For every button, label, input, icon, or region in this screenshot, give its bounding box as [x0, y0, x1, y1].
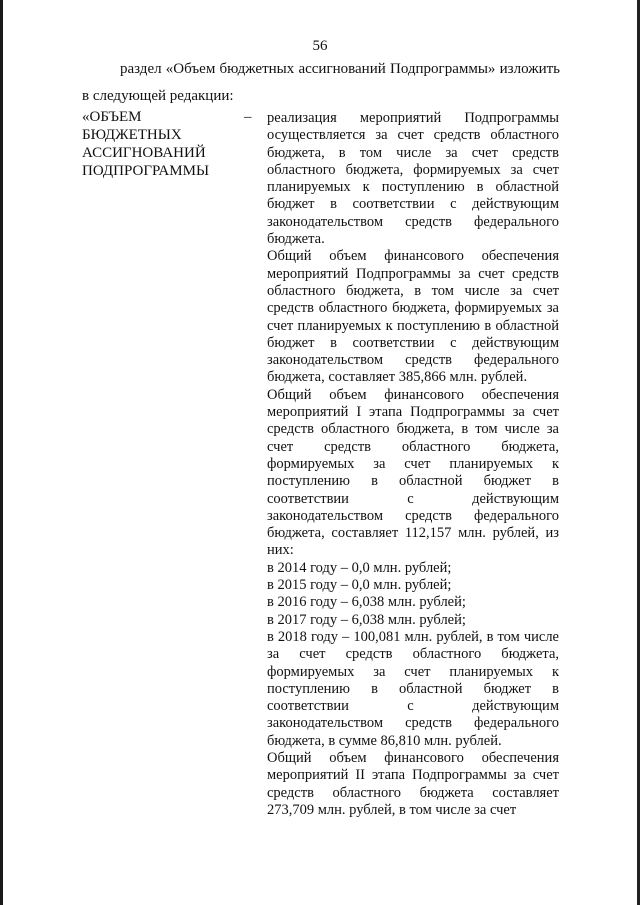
- year-item-2014: в 2014 году – 0,0 млн. рублей;: [267, 559, 452, 576]
- section-title-line: «ОБЪЕМ: [82, 109, 142, 125]
- paragraph-2018: в 2018 году – 100,081 млн. рублей, в том числе за счет средств областного бюджета, формируемых за счет планируемых к поступлению в областной бюджет в соответствии с действующим законодательством средств федерального бюджета, в сумме 86,810 млн. рублей.: [267, 628, 559, 749]
- page-left-edge: [0, 0, 3, 905]
- title-dash: –: [244, 109, 252, 125]
- year-item-2017: в 2017 году – 6,038 млн. рублей;: [267, 611, 466, 628]
- section-title-line: БЮДЖЕТНЫХ: [82, 127, 182, 143]
- section-title-line: АССИГНОВАНИЙ: [82, 145, 206, 161]
- section-title: [82, 108, 242, 180]
- section-title-line: ПОДПРОГРАММЫ: [82, 163, 210, 179]
- paragraph-total-funding: Общий объем финансового обеспечения мероприятий Подпрограммы за счет средств областного бюджета, в том числе за счет средств областного бюджета, формируемых за счет планируемых к поступлению в областной бюджет в соответствии с действующим законодательством средств федерального бюджета, составляет 385,866 млн. рублей.: [267, 248, 559, 386]
- intro-line-1: раздел «Объем бюджетных ассигнований Подпрограммы» изложить: [120, 61, 560, 77]
- year-item-2016: в 2016 году – 6,038 млн. рублей;: [267, 594, 466, 611]
- section-content: [267, 110, 559, 819]
- paragraph-implementation: реализация мероприятий Подпрограммы осуществляется за счет средств областного бюджета, в том числе за счет средств областного бюджета, формируемых за счет планируемых к поступлению в областной бюджет в соответствии с действующим законодательством средств федерального бюджета.: [267, 110, 559, 248]
- page-number: 56: [312, 38, 328, 54]
- paragraph-stage2-funding: Общий объем финансового обеспечения мероприятий II этапа Подпрограммы за счет средств областного бюджета составляет 273,709 млн. рублей, в том числе за счет: [267, 749, 559, 818]
- paragraph-stage1-funding: Общий объем финансового обеспечения мероприятий I этапа Подпрограммы за счет средств областного бюджета, в том числе за счет средств областного бюджета, формируемых за счет планируемых к поступлению в областной бюджет в соответствии с действующим законодательством средств федерального бюджета, составляет 112,157 млн. рублей, из них:: [267, 386, 559, 559]
- intro-line-2: в следующей редакции:: [82, 88, 234, 104]
- year-item-2015: в 2015 году – 0,0 млн. рублей;: [267, 577, 452, 594]
